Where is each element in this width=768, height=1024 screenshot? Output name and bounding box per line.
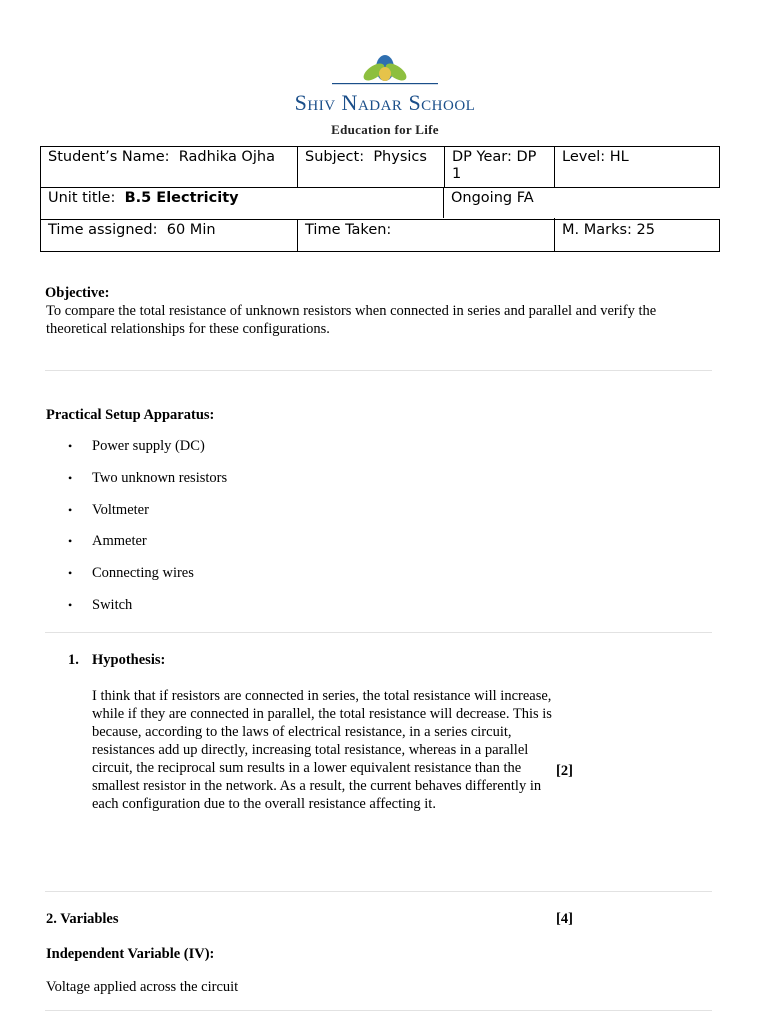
list-item: • Switch [68, 596, 133, 613]
variables-marks: [4] [556, 911, 573, 927]
divider [45, 1010, 712, 1011]
unit-title-label: Unit title: [48, 190, 116, 206]
iv-text: Voltage applied across the circuit [46, 979, 239, 995]
list-item: • Voltmeter [68, 501, 149, 518]
divider [45, 632, 712, 633]
hypothesis-heading: Hypothesis: [92, 652, 166, 668]
objective-heading: Objective: [45, 285, 110, 301]
iv-heading: Independent Variable (IV): [46, 946, 215, 962]
student-name-value: Radhika Ojha [178, 149, 275, 165]
school-name: Shiv Nadar School [294, 90, 476, 115]
student-name-cell [41, 147, 298, 188]
subject-value: Physics [373, 149, 427, 165]
list-item: • Ammeter [68, 533, 147, 550]
school-tagline: Education for Life [331, 122, 439, 137]
apparatus-heading: Practical Setup Apparatus: [46, 407, 215, 423]
time-assigned-value: 60 Min [166, 222, 216, 238]
divider [45, 370, 712, 371]
unit-title-value: B.5 Electricity [124, 190, 239, 206]
list-item: • Connecting wires [68, 565, 194, 582]
student-name-label: Student’s Name: [48, 149, 170, 165]
objective-text: To compare the total resistance of unknown resistors when connected in series and parallel and verify the theoretical relationships for these configurations. [46, 303, 657, 337]
hypothesis-marks: [2] [556, 763, 573, 779]
hypothesis-text: I think that if resistors are connected in series, the total resistance will increase, while if they are connected in parallel, the total resistance will decrease. This is because, according to the laws of electrical resistance, in a series circuit, resistances add up directly, increasing total resistance, whereas in a parallel circuit, the reciprocal sum results in a lower equivalent resistance than the smallest resistor in the network. As a result, the current behaves differently in each configuration due to the overall resistance affecting it. [92, 688, 552, 812]
apparatus-list [46, 436, 227, 627]
max-marks-cell: M. Marks: 25 [555, 220, 720, 252]
time-assigned-label: Time assigned: [48, 222, 158, 238]
divider [45, 891, 712, 892]
lotus-icon [290, 52, 480, 88]
dp-year-cell: DP Year: DP 1 [445, 147, 555, 188]
list-item: • Power supply (DC) [68, 438, 205, 454]
time-assigned-cell [41, 220, 298, 252]
assessment-type: Ongoing FA [443, 188, 719, 218]
subject-cell [298, 147, 445, 188]
subject-label: Subject: [305, 149, 365, 165]
list-item: • Two unknown resistors [68, 469, 228, 486]
school-logo [290, 52, 480, 142]
hypothesis-number: 1. [68, 652, 79, 668]
level-cell: Level: HL [555, 147, 720, 188]
variables-heading: 2. Variables [46, 911, 119, 927]
time-taken-cell: Time Taken: [298, 220, 555, 252]
